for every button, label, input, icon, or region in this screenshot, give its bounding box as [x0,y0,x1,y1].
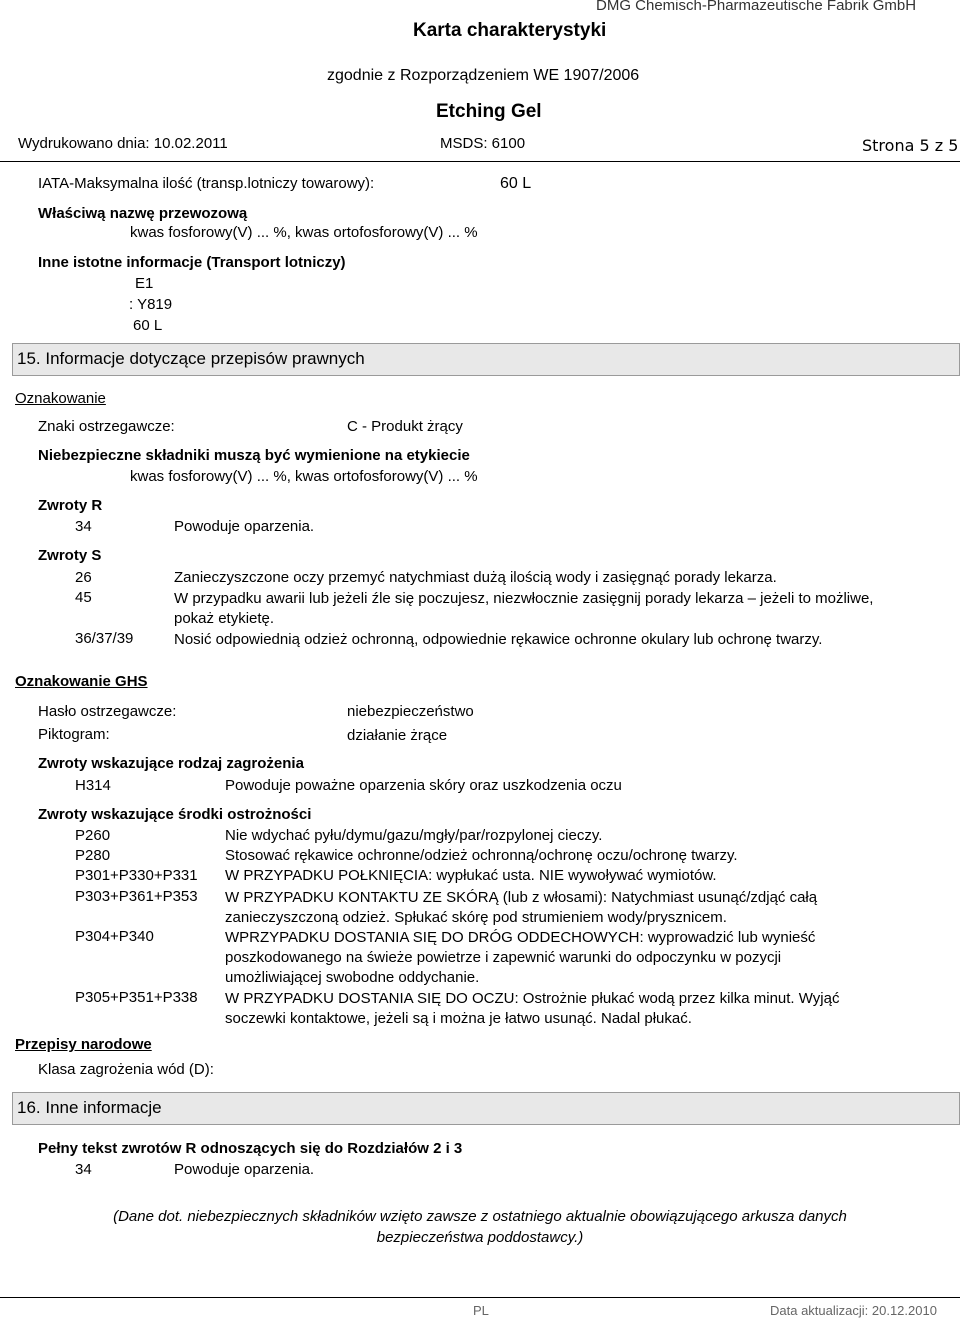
warning-signs-value: C - Produkt żrący [347,418,463,435]
iata-max-label: IATA-Maksymalna ilość (transp.lotniczy towarowy): [38,175,375,192]
proper-shipping-name-heading: Właściwą nazwę przewozową [38,205,248,222]
section-15-bar [12,343,960,376]
hazard-statement-text: Powoduje poważne oparzenia skóry oraz uszkodzenia oczu [225,777,622,794]
s-phrase-text: W przypadku awarii lub jeżeli źle się poczujesz, niezwłocznie zasięgnij porady lekarza – jeżeli to możliwe, pokaż etykietę. [174,590,874,627]
s-phrase-code: 36/37/39 [75,630,134,647]
section-16-bar [12,1092,960,1125]
precautionary-code: P305+P351+P338 [75,989,198,1006]
data-source-note: (Dane dot. niebezpiecznych składników wzięto zawsze z ostatniego aktualnie obowiązującego arkusza danych bezpieczeństwa poddostawcy.) [113,1208,847,1246]
msds-number: MSDS: 6100 [440,135,526,152]
regulation-line: zgodnie z Rozporządzeniem WE 1907/2006 [327,67,640,84]
hazard-statement-code: H314 [75,777,111,794]
signal-word-value: niebezpieczeństwo [347,703,474,720]
precautionary-text: Nie wdychać pyłu/dymu/gazu/mgły/par/rozpylonej cieczy. [225,827,603,844]
s-phrase-text: Zanieczyszczone oczy przemyć natychmiast dużą ilością wody i zasięgnąć porady lekarza. [174,569,777,586]
precautionary-code: P280 [75,847,111,864]
other-info-line: 60 L [133,317,163,334]
s-phrase-code: 26 [75,569,92,586]
footer-language: PL [473,1303,489,1318]
printed-date: Wydrukowano dnia: 10.02.2011 [18,135,228,152]
r-phrase-code: 34 [75,518,92,535]
warning-signs-label: Znaki ostrzegawcze: [38,418,175,435]
precautionary-code: P260 [75,827,111,844]
water-hazard-class-label: Klasa zagrożenia wód (D): [38,1061,214,1078]
ghs-labelling-heading: Oznakowanie GHS [15,673,148,690]
product-name: Etching Gel [436,101,542,122]
full-r-phrase-text: Powoduje oparzenia. [174,1161,315,1178]
hazardous-components-heading: Niebezpieczne składniki muszą być wymienione na etykiecie [38,447,470,464]
labelling-heading: Oznakowanie [15,390,106,407]
section-15-title: 15. Informacje dotyczące przepisów prawnych [17,349,365,368]
section-16-title: 16. Inne informacje [17,1098,162,1117]
footer-rule [0,1297,960,1298]
national-regulations-heading: Przepisy narodowe [15,1036,152,1053]
precautionary-text: WPRZYPADKU DOSTANIA SIĘ DO DRÓG ODDECHOWYCH: wyprowadzić lub wynieść poszkodowanego na świeże powietrze i zapewnić warunki do odpoczynku w pozycji umożliwiającej swobodne oddychanie. [225,929,816,986]
precautionary-code: P303+P361+P353 [75,888,198,905]
header-rule [0,161,960,162]
precautionary-text: Stosować rękawice ochronne/odzież ochronną/ochronę oczu/ochronę twarzy. [225,847,738,864]
precautionary-code: P301+P330+P331 [75,867,198,884]
s-phrase-text: Nosić odpowiednią odzież ochronną, odpowiednie rękawice ochronne okulary lub ochronę twarzy. [174,631,823,648]
precautionary-code: P304+P340 [75,928,154,945]
other-info-line: E1 [135,275,154,292]
s-phrase-code: 45 [75,589,92,606]
full-r-phrase-code: 34 [75,1161,92,1178]
iata-max-value: 60 L [500,175,532,192]
precautionary-text: W PRZYPADKU POŁKNIĘCIA: wypłukać usta. NIE wywoływać wymiotów. [225,867,717,884]
hazard-statements-heading: Zwroty wskazujące rodzaj zagrożenia [38,755,304,772]
document-title: Karta charakterystyki [413,20,607,41]
page-number: Strona 5 z 5 [862,136,959,155]
hazardous-components-value: kwas fosforowy(V) ... %, kwas ortofosforowy(V) ... % [130,468,478,485]
company-name: DMG Chemisch-Pharmazeutische Fabrik GmbH [596,0,917,14]
signal-word-label: Hasło ostrzegawcze: [38,703,177,720]
other-info-heading: Inne istotne informacje (Transport lotniczy) [38,254,346,271]
other-info-line: : Y819 [129,296,173,313]
proper-shipping-name-value: kwas fosforowy(V) ... %, kwas ortofosforowy(V) ... % [130,224,478,241]
pictogram-value: działanie żrące [347,727,448,744]
precautionary-statements-heading: Zwroty wskazujące środki ostrożności [38,806,312,823]
full-r-phrases-heading: Pełny tekst zwrotów R odnoszących się do Rozdziałów 2 i 3 [38,1140,463,1157]
r-phrases-heading: Zwroty R [38,497,103,514]
precautionary-text: W PRZYPADKU DOSTANIA SIĘ DO OCZU: Ostrożnie płukać wodą przez kilka minut. Wyjąć soczewki kontaktowe, jeżeli są i można je łatwo usunąć. Nadal płukać. [225,990,840,1027]
precautionary-text: W PRZYPADKU KONTAKTU ZE SKÓRĄ (lub z włosami): Natychmiast usunąć/zdjąć całą zanieczyszczoną odzież. Spłukać skórę pod strumieniem wody/prysznicem. [225,889,818,926]
s-phrases-heading: Zwroty S [38,547,102,564]
pictogram-label: Piktogram: [38,726,110,743]
r-phrase-text: Powoduje oparzenia. [174,518,315,535]
footer-updated-date: Data aktualizacji: 20.12.2010 [770,1303,937,1318]
